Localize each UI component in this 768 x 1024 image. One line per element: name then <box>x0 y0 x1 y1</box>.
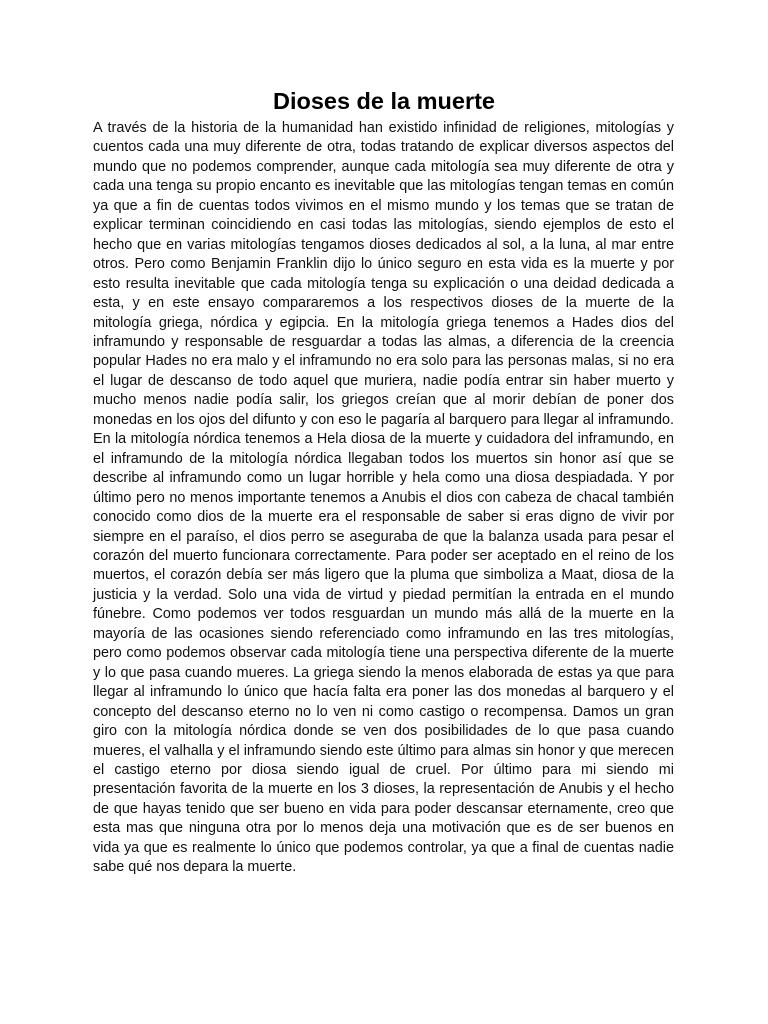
document-title: Dioses de la muerte <box>272 88 496 114</box>
essay-paragraph: A través de la historia de la humanidad han existido infinidad de religiones, mitologías y cuentos cada una muy diferente de otra, todas tratando de explicar diversos aspectos del mundo que no podemos comprender, aunque cada mitología sea muy diferente de otra y cada una tenga su propio encanto es inevitable que las mitologías tengan temas en común ya que a fin de cuentas todos vivimos en el mismo mundo y los temas que se tratan de explicar terminan coincidiendo en casi todas las mitologías, siendo ejemplos de esto el hecho que en varias mitologías tengamos dioses dedicados al sol, a la luna, al mar entre otros. Pero como Benjamin Franklin dijo lo único seguro en esta vida es la muerte y por esto resulta inevitable que cada mitología tenga su explicación o una deidad dedicada a esta, y en este ensayo compararemos a los respectivos dioses de la muerte de la mitología griega, nórdica y egipcia. En la mitología griega tenemos a Hades dios del inframundo y responsable de resguardar a todas las almas, a diferencia de la creencia popular Hades no era malo y el inframundo no era solo para las personas malas, si no era el lugar de descanso de todo aquel que muriera, nadie podía entrar sin haber muerto y mucho menos nadie podía salir, los griegos creían que al morir debían de poner dos monedas en los ojos del difunto y con eso le pagaría al barquero para llegar al inframundo. En la mitología nórdica tenemos a Hela diosa de la muerte y cuidadora del inframundo, en el inframundo de la mitología nórdica llegaban todos los muertos sin honor así que se describe al inframundo como un lugar horrible y hela como una diosa despiadada. Y por último pero no menos importante tenemos a Anubis el dios con cabeza de chacal también conocido como dios de la muerte era el responsable de saber si eras digno de vivir por siempre en el paraíso, el dios perro se aseguraba de que la balanza usada para pesar el corazón del muerto funcionara correctamente. Para poder ser aceptado en el reino de los muertos, el corazón debía ser más ligero que la pluma que simboliza a Maat, diosa de la justicia y la verdad. Solo una vida de virtud y piedad permitían la entrada en el mundo fúnebre. Como podemos ver todos resguardan un mundo más allá de la muerte en la mayoría de las ocasiones siendo referenciado como inframundo en las tres mitologías, pero como podemos observar cada mitología tiene una perspectiva diferente de la muerte y lo que pasa cuando mueres. La griega siendo la menos elaborada de estas ya que para llegar al inframundo lo único que hacía falta era poner las dos monedas al barquero y el concepto del descanso eterno no lo ven ni como castigo o recompensa. Damos un gran giro con la mitología nórdica donde se ven dos posibilidades de lo que pasa cuando mueres, el valhalla y el inframundo siendo este último para almas sin honor y que merecen el castigo eterno por diosa siendo igual de cruel. Por último para mi siendo mi presentación favorita de la muerte en los 3 dioses, la representación de Anubis y el hecho de que hayas tenido que ser bueno en vida para poder descansar eternamente, creo que esta mas que ninguna otra por lo menos deja una motivación que es de ser buenos en vida ya que es realmente lo único que podemos controlar, ya que a final de cuentas nadie sabe qué nos depara la muerte. <box>93 120 674 876</box>
